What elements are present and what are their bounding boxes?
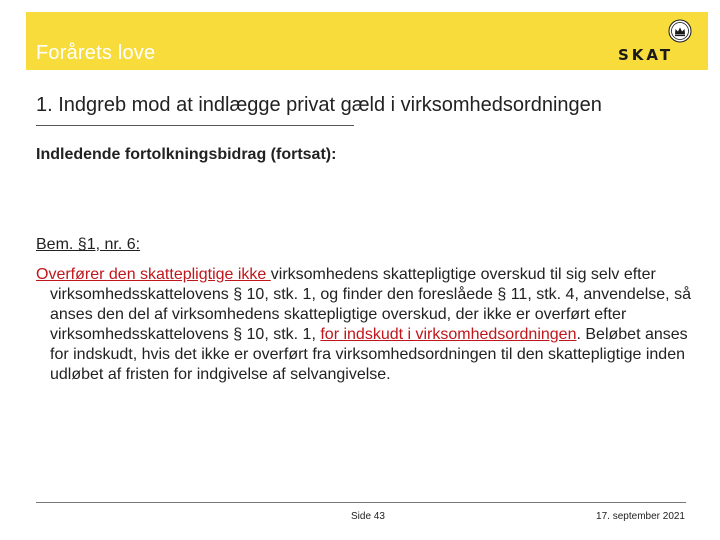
highlight-text-1: Overfører den skattepligtige ikke [36, 266, 271, 283]
crown-emblem-icon [668, 19, 692, 43]
body-text-4: . Beløbet anses for indskudt, hvis det ikke er overført fra virksomhedsordningen til den skattepligtige inden udløbet af fristen for indgivelse af selvangivelse. [50, 326, 688, 383]
logo-wordmark: SKAT [618, 46, 674, 64]
presentation-title: Forårets love [36, 42, 156, 64]
page-number: Side 43 [351, 511, 385, 522]
section-title: 1. Indgreb mod at indlægge privat gæld i virksomhedsordningen [36, 94, 602, 116]
footer-divider [36, 502, 686, 503]
highlight-text-2: for indskudt i virksomhedsordningen [320, 326, 577, 343]
subheading: Indledende fortolkningsbidrag (fortsat): [36, 146, 337, 163]
title-divider [36, 125, 354, 126]
remark-label: Bem. §1, nr. 6: [36, 236, 141, 253]
footer-date: 17. september 2021 [596, 511, 685, 522]
skat-logo [618, 19, 692, 67]
header-band [26, 12, 708, 70]
body-paragraph [36, 265, 700, 385]
body-text-2: virksomhedens skattepligtige overskud til sig selv efter virksomhedsskattelovens § 10, stk. 1, og finder den foreslåede § 11, stk. 4, anvendelse, så anses den del af virksomhedens skattepligtige overskud, der ikke er overført efter virksomhedsskattelovens § 10, stk. 1, [50, 266, 691, 343]
